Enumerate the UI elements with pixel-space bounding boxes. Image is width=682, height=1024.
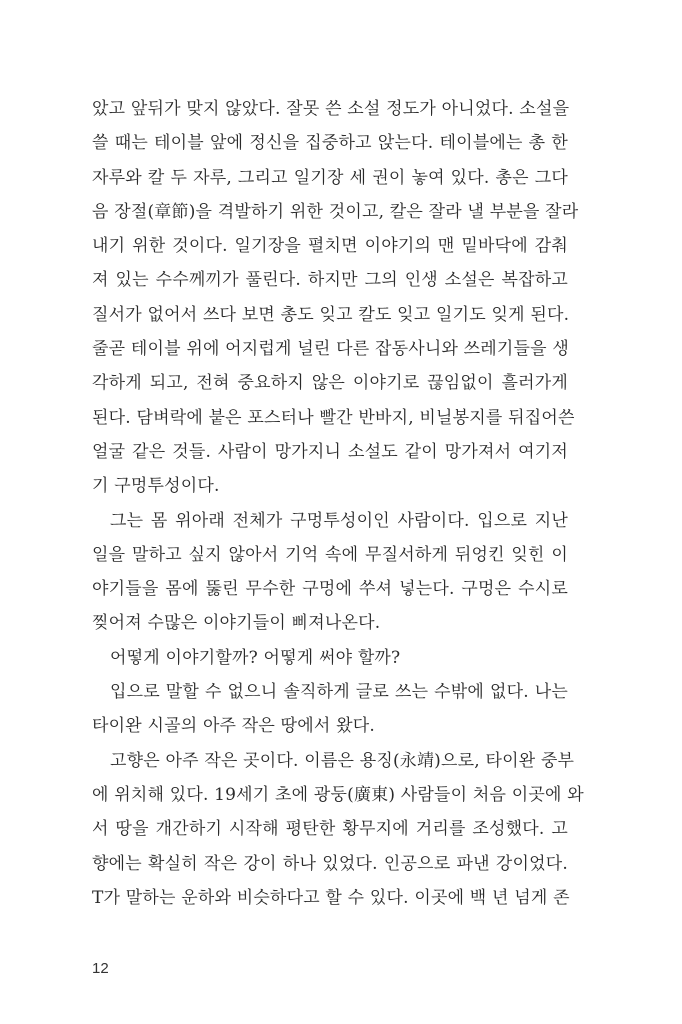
text-line: 된다. 담벼락에 붙은 포스터나 빨간 반바지, 비닐봉지를 뒤집어쓴 <box>92 407 575 428</box>
text-line: 음 장절(章節)을 격발하기 위한 것이고, 칼은 잘라 낼 부분을 잘라 <box>92 201 579 222</box>
text-line: 찢어져 수많은 이야기들이 삐져나온다. <box>92 613 381 634</box>
text-line: 향에는 확실히 작은 강이 하나 있었다. 인공으로 파낸 강이었다. <box>92 853 568 874</box>
text-line: 질서가 없어서 쓰다 보면 총도 잊고 칼도 잊고 일기도 잊게 된다. <box>92 304 570 325</box>
text-line: 쓸 때는 테이블 앞에 정신을 집중하고 앉는다. 테이블에는 총 한 <box>92 133 568 154</box>
text-line: 타이완 시골의 아주 작은 땅에서 왔다. <box>92 716 375 737</box>
text-line: 얼굴 같은 것들. 사람이 망가지니 소설도 같이 망가져서 여기저 <box>92 441 568 462</box>
text-line: 내기 위한 것이다. 일기장을 펼치면 이야기의 맨 밑바닥에 감춰 <box>92 236 568 257</box>
text-line: 각하게 되고, 전혀 중요하지 않은 이야기로 끊임없이 흘러가게 <box>92 373 568 394</box>
text-line: 야기들을 몸에 뚫린 무수한 구멍에 쑤셔 넣는다. 구멍은 수시로 <box>92 579 568 600</box>
text-line: 그는 몸 위아래 전체가 구멍투성이인 사람이다. 입으로 지난 <box>110 510 568 531</box>
text-line: 에 위치해 있다. 19세기 초에 광둥(廣東) 사람들이 처음 이곳에 와 <box>92 784 584 805</box>
text-line: T가 말하는 운하와 비슷하다고 할 수 있다. 이곳에 백 년 넘게 존 <box>92 887 570 908</box>
body-text <box>92 92 584 915</box>
text-line: 고향은 아주 작은 곳이다. 이름은 용징(永靖)으로, 타이완 중부 <box>110 750 575 771</box>
text-line: 일을 말하고 싶지 않아서 기억 속에 무질서하게 뒤엉킨 잊힌 이 <box>92 544 568 565</box>
text-line: 입으로 말할 수 없으니 솔직하게 글로 쓰는 수밖에 없다. 나는 <box>110 682 568 703</box>
text-line: 기 구멍투성이다. <box>92 476 220 497</box>
text-line: 져 있는 수수께끼가 풀린다. 하지만 그의 인생 소설은 복잡하고 <box>92 270 568 291</box>
text-line: 았고 앞뒤가 맞지 않았다. 잘못 쓴 소설 정도가 아니었다. 소설을 <box>92 99 570 119</box>
text-line: 자루와 칼 두 자루, 그리고 일기장 세 권이 놓여 있다. 총은 그다 <box>92 167 568 188</box>
text-line: 서 땅을 개간하기 시작해 평탄한 황무지에 거리를 조성했다. 고 <box>92 819 568 840</box>
text-line: 줄곧 테이블 위에 어지럽게 널린 다른 잡동사니와 쓰레기들을 생 <box>92 339 570 360</box>
page-number: 12 <box>92 960 109 977</box>
text-line: 어떻게 이야기할까? 어떻게 써야 할까? <box>110 647 401 668</box>
